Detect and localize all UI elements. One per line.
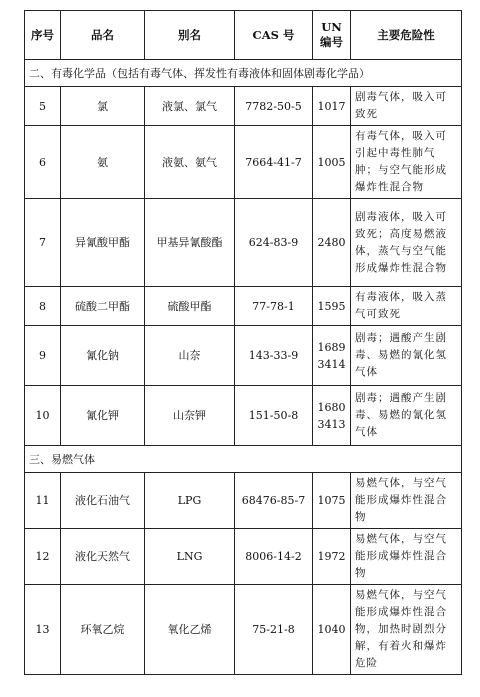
chemical-name: 环氧乙烷 [61, 585, 145, 675]
table-row [25, 473, 462, 529]
chemical-alias: 山奈钾 [145, 386, 235, 446]
row-number: 9 [25, 326, 61, 386]
chemical-alias: 液氯、氯气 [145, 87, 235, 126]
header-hazard: 主要危险性 [351, 11, 462, 60]
row-number: 6 [25, 126, 61, 199]
chemical-name: 氰化钠 [61, 326, 145, 386]
table-row [25, 199, 462, 287]
un-number: 1005 [313, 126, 351, 199]
cas-number: 143-33-9 [235, 326, 313, 386]
chemical-name: 液化天然气 [61, 529, 145, 585]
header-cas: CAS 号 [235, 11, 313, 60]
row-number: 10 [25, 386, 61, 446]
cas-number: 68476-85-7 [235, 473, 313, 529]
chemical-name: 硫酸二甲酯 [61, 287, 145, 326]
header-name: 品名 [61, 11, 145, 60]
cas-number: 151-50-8 [235, 386, 313, 446]
header-no: 序号 [25, 11, 61, 60]
hazard-description: 剧毒；遇酸产生剧毒、易燃的氰化氢气体 [351, 326, 462, 386]
chemical-alias: LPG [145, 473, 235, 529]
cas-number: 7664-41-7 [235, 126, 313, 199]
header-un: UN 编号 [313, 11, 351, 60]
cas-number: 75-21-8 [235, 585, 313, 675]
hazard-description: 剧毒液体，吸入可致死；高度易燃液体，蒸气与空气能形成爆炸性混合物 [351, 199, 462, 287]
chemical-alias: 山奈 [145, 326, 235, 386]
cas-number: 77-78-1 [235, 287, 313, 326]
cas-number: 8006-14-2 [235, 529, 313, 585]
section-row [25, 60, 462, 87]
cas-number: 624-83-9 [235, 199, 313, 287]
un-number: 1075 [313, 473, 351, 529]
un-number: 2480 [313, 199, 351, 287]
header-alias: 别名 [145, 11, 235, 60]
un-number: 1689 3414 [313, 326, 351, 386]
cas-number: 7782-50-5 [235, 87, 313, 126]
hazard-description: 易燃气体，与空气能形成爆炸性混合物，加热时剧烈分解，有着火和爆炸危险 [351, 585, 462, 675]
row-number: 12 [25, 529, 61, 585]
chemical-alias: 氧化乙烯 [145, 585, 235, 675]
hazard-description: 易燃气体，与空气能形成爆炸性混合物 [351, 529, 462, 585]
un-number: 1040 [313, 585, 351, 675]
hazard-description: 剧毒气体，吸入可致死 [351, 87, 462, 126]
section-title: 二、有毒化学品（包括有毒气体、挥发性有毒液体和固体剧毒化学品） [25, 60, 462, 87]
section-title: 三、易燃气体 [25, 446, 462, 473]
un-number: 1017 [313, 87, 351, 126]
hazard-description: 有毒气体，吸入可引起中毒性肺气肿；与空气能形成爆炸性混合物 [351, 126, 462, 199]
table-row [25, 585, 462, 675]
table-row [25, 287, 462, 326]
table-row [25, 126, 462, 199]
hazard-description: 易燃气体，与空气能形成爆炸性混合物 [351, 473, 462, 529]
chemical-name: 氯 [61, 87, 145, 126]
row-number: 11 [25, 473, 61, 529]
chemical-alias: 液氨、氨气 [145, 126, 235, 199]
chemical-alias: 硫酸甲酯 [145, 287, 235, 326]
chemical-name: 氨 [61, 126, 145, 199]
header-row [25, 11, 462, 60]
chemical-alias: LNG [145, 529, 235, 585]
row-number: 5 [25, 87, 61, 126]
hazard-description: 剧毒；遇酸产生剧毒、易燃的氰化氢气体 [351, 386, 462, 446]
table-row [25, 87, 462, 126]
un-number: 1972 [313, 529, 351, 585]
hazardous-chemicals-table [24, 10, 462, 675]
table-row [25, 386, 462, 446]
chemical-name: 氰化钾 [61, 386, 145, 446]
chemical-name: 液化石油气 [61, 473, 145, 529]
table-row [25, 326, 462, 386]
un-number: 1680 3413 [313, 386, 351, 446]
chemical-alias: 甲基异氰酸酯 [145, 199, 235, 287]
row-number: 13 [25, 585, 61, 675]
row-number: 8 [25, 287, 61, 326]
chemical-name: 异氰酸甲酯 [61, 199, 145, 287]
un-number: 1595 [313, 287, 351, 326]
hazard-description: 有毒液体，吸入蒸气可致死 [351, 287, 462, 326]
section-row [25, 446, 462, 473]
table-row [25, 529, 462, 585]
row-number: 7 [25, 199, 61, 287]
